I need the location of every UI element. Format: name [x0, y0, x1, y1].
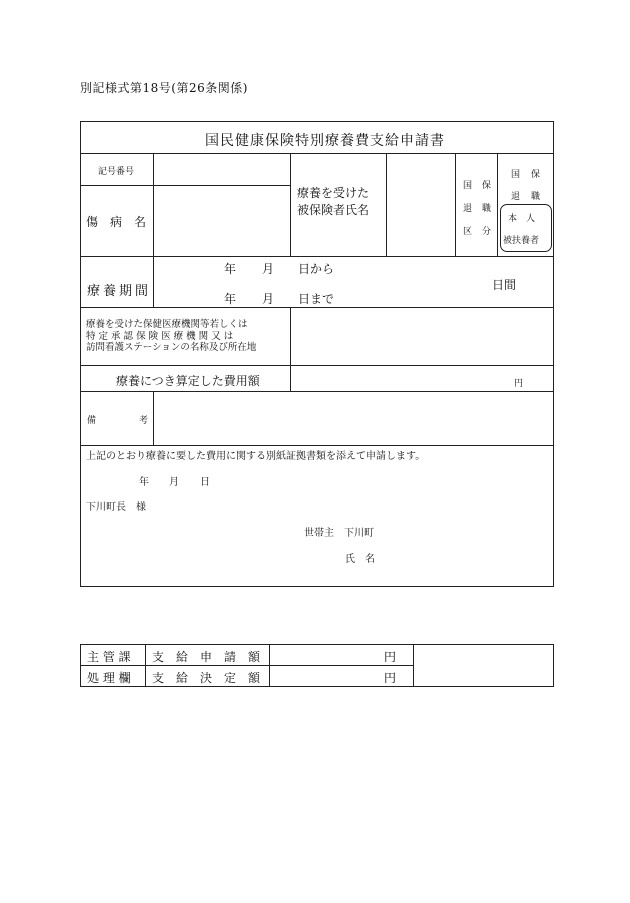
divider — [80, 665, 413, 666]
divider — [145, 644, 146, 687]
declaration-text: 上記のとおり療養に要した費用に関する別紙証拠書類を添えて申請します。 — [86, 451, 426, 462]
retire-class-char: 国 — [463, 181, 473, 191]
divider — [269, 644, 270, 687]
insured-name-label-line1: 療養を受けた — [297, 186, 370, 200]
householder-address: 下川町 — [344, 528, 374, 539]
remarks-label-1: 備 — [87, 416, 97, 426]
period-days-label: 日間 — [492, 278, 517, 292]
remarks-label-2: 考 — [139, 416, 149, 426]
decided-amount-field[interactable] — [271, 667, 381, 685]
divider — [413, 644, 414, 687]
divider — [80, 445, 554, 446]
applicant-name-field[interactable] — [385, 546, 545, 566]
period-to-year: 年 — [224, 292, 237, 306]
retire-class-char: 保 — [482, 181, 492, 191]
institution-label: 療養を受けた保健医療機関等若しくは 特 定 承 認 保 険 医 療 機 関 又 は 訪問看護ステーションの名称及び所在地 — [86, 319, 257, 353]
retire-option-taishoku-2[interactable]: 職 — [531, 192, 541, 202]
office-dept-label-2: 処 理 欄 — [87, 671, 131, 685]
retire-option-dependent[interactable]: 被扶養者 — [503, 236, 540, 246]
form-number-note: 別記様式第18号(第26条関係) — [80, 81, 248, 95]
period-from-month: 月 — [262, 262, 275, 276]
retire-option-taishoku-1[interactable]: 退 — [511, 192, 521, 202]
divider — [386, 153, 387, 256]
calculated-cost-yen: 円 — [514, 379, 524, 389]
divider — [80, 256, 554, 257]
symbol-number-label: 記号番号 — [98, 167, 135, 177]
period-from-year: 年 — [224, 262, 237, 276]
householder-label: 世帯主 — [304, 528, 334, 539]
injury-name-label: 傷 病 名 — [86, 215, 147, 229]
divider — [290, 307, 291, 365]
injury-name-field[interactable] — [155, 187, 288, 254]
retire-option-kokuho-1[interactable]: 国 — [511, 170, 521, 180]
divider — [290, 365, 291, 391]
institution-field[interactable] — [292, 309, 552, 363]
period-to-day: 日まで — [298, 292, 335, 306]
divider — [80, 365, 554, 366]
request-amount-field[interactable] — [271, 646, 381, 664]
remarks-field[interactable] — [155, 393, 552, 443]
request-amount-label: 支 給 申 請 額 — [152, 650, 261, 664]
application-date-year: 年 — [139, 477, 149, 488]
divider — [80, 391, 554, 392]
divider — [455, 153, 456, 256]
decided-amount-yen: 円 — [384, 671, 397, 685]
application-date-day: 日 — [200, 477, 210, 488]
treatment-period-field[interactable] — [155, 258, 552, 305]
application-date-month: 月 — [169, 477, 179, 488]
divider — [80, 307, 554, 308]
retire-class-char: 退 — [463, 204, 473, 214]
office-dept-label-1: 主 管 課 — [87, 650, 131, 664]
treatment-period-label: 療養期間 — [87, 284, 152, 299]
symbol-number-field[interactable] — [155, 155, 288, 183]
insured-name-label-line2: 被保険者氏名 — [297, 203, 370, 217]
decided-amount-label: 支 給 決 定 額 — [152, 671, 261, 685]
retire-class-char: 職 — [482, 204, 492, 214]
retire-option-kokuho-2[interactable]: 保 — [531, 170, 541, 180]
divider — [497, 153, 498, 256]
divider — [80, 185, 290, 186]
calculated-cost-label: 療養につき算定した費用額 — [116, 374, 260, 388]
request-amount-yen: 円 — [384, 650, 397, 664]
divider — [80, 153, 554, 154]
applicant-name-label: 氏 名 — [345, 554, 375, 565]
divider — [153, 153, 154, 256]
office-stamp-field[interactable] — [415, 646, 552, 685]
period-to-month: 月 — [262, 292, 275, 306]
period-from-day: 日から — [298, 262, 335, 276]
addressee: 下川町長 様 — [86, 502, 146, 513]
retire-class-char: 区 — [463, 227, 473, 237]
retire-class-char: 分 — [482, 227, 492, 237]
form-title: 国民健康保険特別療養費支給申請書 — [205, 133, 445, 149]
divider — [153, 391, 154, 445]
retire-option-self[interactable]: 本 人 — [508, 214, 536, 224]
divider — [153, 256, 154, 307]
divider — [290, 153, 291, 256]
insured-name-field[interactable] — [388, 155, 453, 254]
calculated-cost-field[interactable] — [292, 367, 504, 389]
